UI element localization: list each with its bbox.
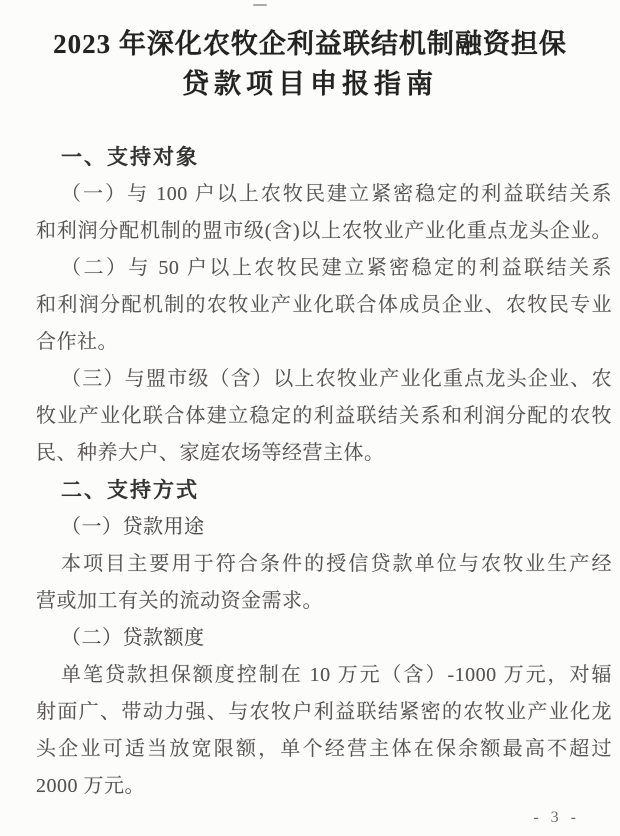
page-number: - 3 - [533,809,580,826]
text-line: 合作社。 [36,331,118,353]
title-line-1: 2023 年深化农牧企利益联结机制融资担保 [53,29,567,59]
text-line: 本项目主要用于符合条件的授信贷款单位与农牧业生产经 [61,553,612,575]
section-heading: 二、支持方式 [61,479,199,502]
text-line: 牧业产业化联合体建立稳定的利益联结关系和利润分配的农牧 [36,405,612,427]
text-line: （一）与 100 户以上农牧民建立紧密稳定的利益联结关系 [61,183,612,205]
title-line-2: 贷款项目申报指南 [182,69,438,99]
text-line: 2000 万元。 [36,775,145,797]
scan-mark [253,4,267,6]
document-body [36,139,612,805]
text-line: （三）与盟市级（含）以上农牧业产业化重点龙头企业、农 [61,368,612,390]
text-line: 营或加工有关的流动资金需求。 [36,590,323,612]
text-line: 和利润分配机制的农牧业产业化联合体成员企业、农牧民专业 [36,294,612,316]
text-line: 民、种养大户、家庭农场等经营主体。 [36,442,385,464]
section-heading: 一、支持对象 [61,146,199,169]
text-line: （二）与 50 户以上农牧民建立紧密稳定的利益联结关系 [61,257,612,279]
sub-heading: （二）贷款额度 [61,627,205,649]
document-title [0,24,620,104]
text-line: 头企业可适当放宽限额，单个经营主体在保余额最高不超过 [36,738,612,760]
text-line: 和利润分配机制的盟市级(含)以上农牧业产业化重点龙头企业。 [36,220,612,242]
sub-heading: （一）贷款用途 [61,516,205,538]
text-line: 射面广、带动力强、与农牧户利益联结紧密的农牧业产业化龙 [36,701,612,723]
text-line: 单笔贷款担保额度控制在 10 万元（含）-1000 万元，对辐 [61,664,612,686]
